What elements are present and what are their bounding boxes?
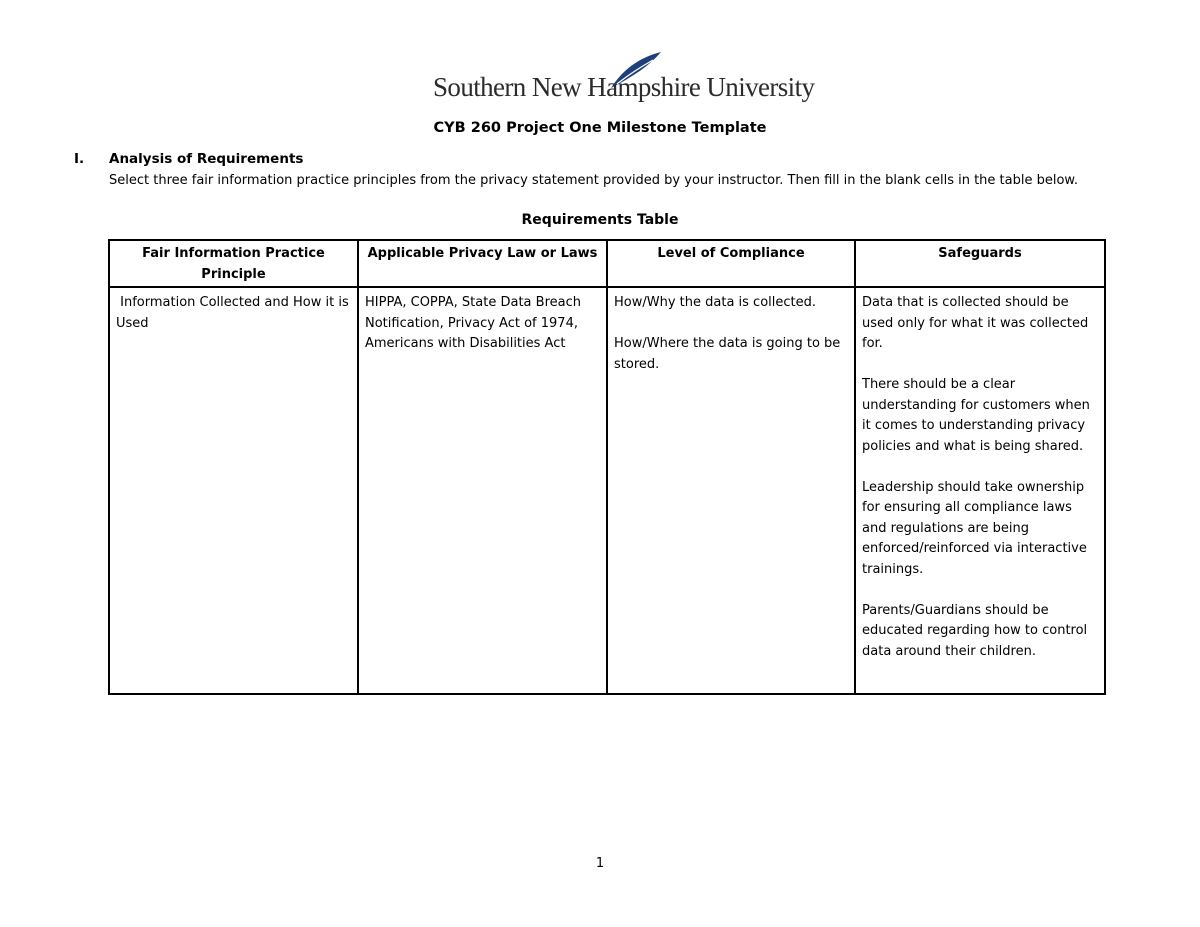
requirements-table <box>108 239 1106 695</box>
safeguard-item: There should be a clear understanding for customers when it comes to understanding privacy policies and what is being shared. <box>862 377 1090 454</box>
header-compliance: Level of Compliance <box>607 240 855 287</box>
cell-safeguards[interactable] <box>855 287 1105 694</box>
safeguard-item: Leadership should take ownership for ensuring all compliance laws and regulations are being enforced/reinforced via interactive trainings. <box>862 479 1087 577</box>
university-logo <box>433 50 815 106</box>
header-safeguards: Safeguards <box>855 240 1105 287</box>
principle-text: Information Collected and How it is Used <box>116 295 353 331</box>
section-heading: Analysis of Requirements <box>109 151 304 167</box>
page-number: 1 <box>595 856 605 871</box>
safeguard-item: Parents/Guardians should be educated regarding how to control data around their children. <box>862 602 1088 659</box>
safeguard-item: Data that is collected should be used only for what it was collected for. <box>862 295 1089 351</box>
section-number: I. <box>74 151 85 167</box>
compliance-item: How/Why the data is collected. <box>614 295 817 310</box>
header-principle: Fair Information Practice Principle <box>109 240 358 287</box>
cell-principle[interactable] <box>109 287 358 694</box>
table-header-row <box>109 240 1105 287</box>
table-caption: Requirements Table <box>521 212 679 228</box>
logo-wordmark: Southern New Hampshire University <box>433 72 815 102</box>
section-instructions: Select three fair information practice principles from the privacy statement provided by your instructor. Then fill in the blank cells in the table below. <box>109 173 1078 188</box>
header-laws: Applicable Privacy Law or Laws <box>358 240 607 287</box>
cell-compliance[interactable] <box>607 287 855 694</box>
cell-laws[interactable] <box>358 287 607 694</box>
document-title: CYB 260 Project One Milestone Template <box>433 120 767 136</box>
laws-text: HIPPA, COPPA, State Data Breach Notification, Privacy Act of 1974, Americans with Disabilities Act <box>365 295 581 351</box>
compliance-item: How/Where the data is going to be stored. <box>614 336 841 372</box>
table-row <box>109 287 1105 694</box>
